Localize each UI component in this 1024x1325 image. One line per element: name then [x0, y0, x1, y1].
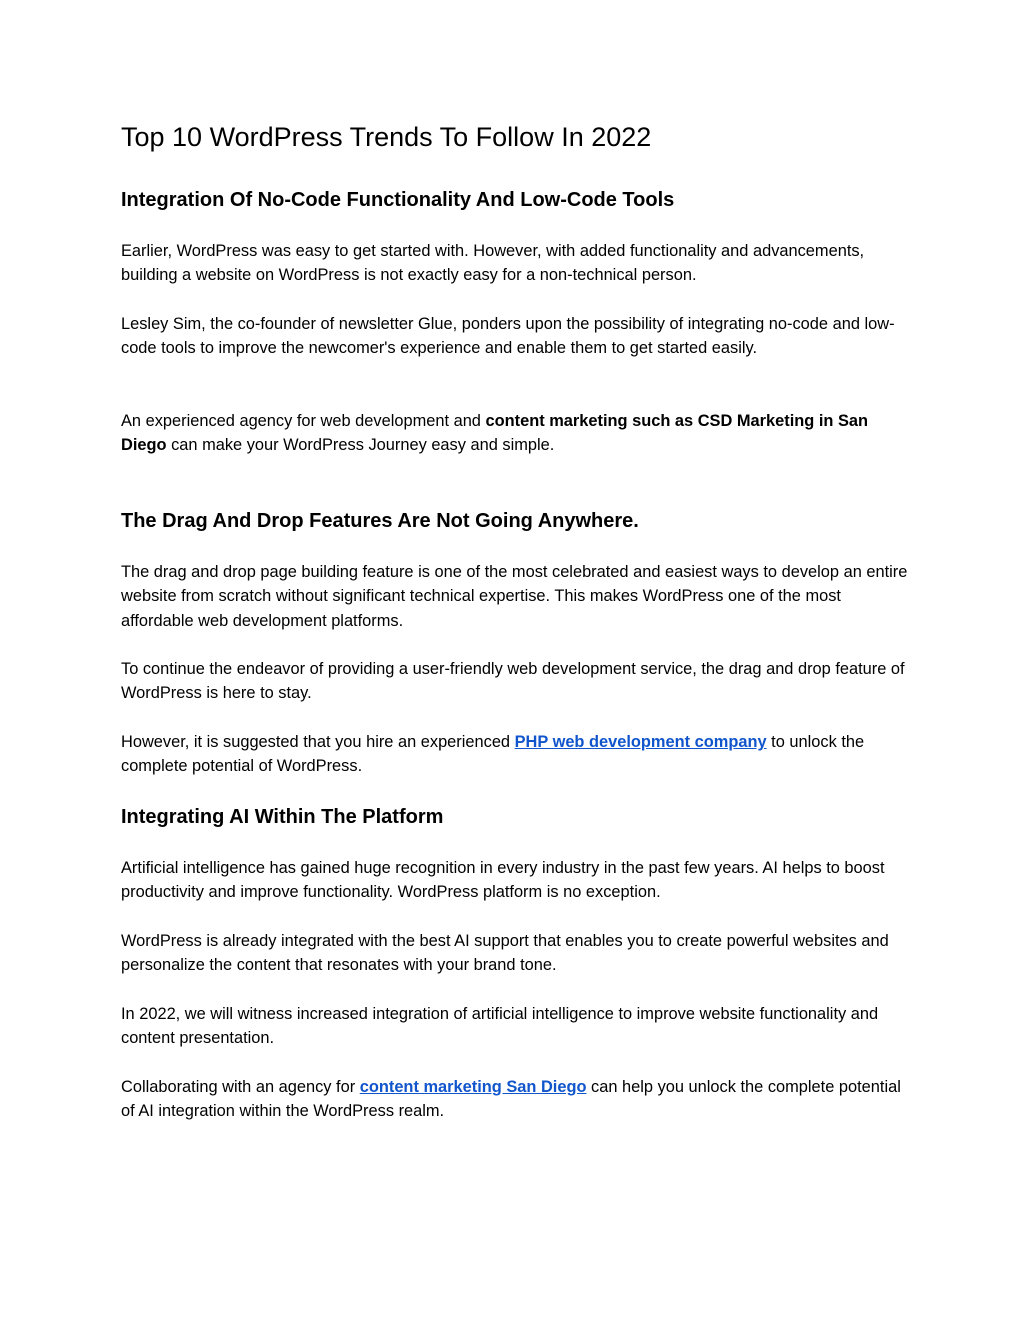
paragraph: Lesley Sim, the co-founder of newsletter Glue, ponders upon the possibility of integrating no-code and low-code tools to improve the newcomer's experience and enable them to get started easily.	[121, 315, 895, 358]
paragraph: Earlier, WordPress was easy to get started with. However, with added functionality and advancements, building a website on WordPress is not exactly easy for a non-technical person.	[121, 242, 865, 285]
content-marketing-san-diego-link[interactable]: content marketing San Diego	[359, 1078, 587, 1096]
paragraph: In 2022, we will witness increased integration of artificial intelligence to improve website functionality and content presentation.	[121, 1005, 879, 1048]
bold-text: content marketing such as CSD Marketing in San Diego	[121, 412, 869, 455]
paragraph: Artificial intelligence has gained huge recognition in every industry in the past few years. AI helps to boost productivity and improve functionality. WordPress platform is no exception.	[121, 859, 885, 902]
paragraph	[121, 730, 911, 779]
paragraph: To continue the endeavor of providing a user-friendly web development service, the drag and drop feature of WordPress is here to stay.	[121, 660, 905, 703]
text-run: Collaborating with an agency for	[121, 1078, 360, 1096]
paragraph: The drag and drop page building feature is one of the most celebrated and easiest ways to develop an entire website from scratch without significant technical expertise. This makes WordPress one of the most affordable web development platforms.	[121, 563, 908, 630]
paragraph	[121, 409, 911, 458]
text-run: However, it is suggested that you hire an experienced	[121, 733, 515, 751]
section-heading-drag-drop: The Drag And Drop Features Are Not Going Anywhere.	[121, 510, 639, 532]
text-run: can help you unlock the complete potential of AI integration within the WordPress realm.	[121, 1078, 901, 1121]
text-run: An experienced agency for web development and	[121, 412, 486, 430]
section-heading-no-code: Integration Of No-Code Functionality And Low-Code Tools	[121, 189, 675, 211]
paragraph	[121, 1075, 911, 1124]
document-title: Top 10 WordPress Trends To Follow In 2022	[121, 122, 652, 152]
php-web-development-link[interactable]: PHP web development company	[514, 733, 767, 751]
section-heading-ai: Integrating AI Within The Platform	[121, 806, 444, 828]
text-run: to unlock the complete potential of WordPress.	[121, 733, 865, 776]
paragraph: WordPress is already integrated with the best AI support that enables you to create powerful websites and personalize the content that resonates with your brand tone.	[121, 932, 889, 975]
text-run: can make your WordPress Journey easy and simple.	[166, 436, 555, 455]
